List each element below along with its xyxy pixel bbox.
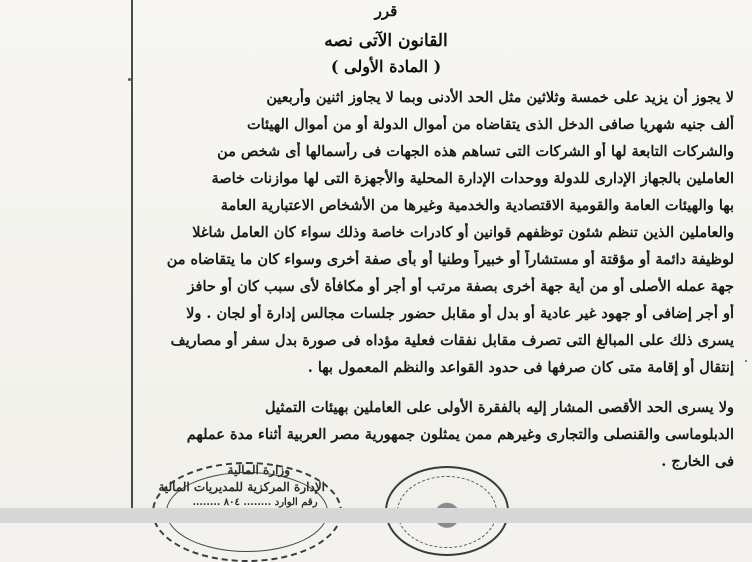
text-line: الدبلوماسى والقنصلى والتجارى وغيرهم ممن يمثلون جمهورية مصر العربية أثناء مدة عملهم: [186, 426, 734, 443]
text-line: يسرى ذلك على المبالغ التى تصرف مقابل نفقات فعلية مؤداه فى صورة بدل سفر أو مصاريف: [170, 332, 734, 349]
scan-bottom-edge: [0, 508, 752, 523]
heading-article: ( المادة الأولى ): [330, 57, 442, 76]
text-line: ولا يسرى الحد الأقصى المشار إليه بالفقرة الأولى على العاملين بهيئات التمثيل: [264, 399, 734, 416]
article-paragraph-2: [94, 398, 734, 479]
stamp-incoming-number: رقم الوارد ........ ٨٠٤ ........: [192, 497, 318, 508]
scan-speck: [128, 78, 131, 81]
text-line: والعاملين الذين تنظم شئون توظفهم قوانين أو كادرات خاصة وذلك سواء كان العامل شاغلا: [192, 224, 734, 241]
article-paragraph-1: [94, 88, 734, 385]
text-line: لا يجوز أن يزيد على خمسة وثلاثين مثل الحد الأدنى وبما لا يجاوز اثنين وأربعين: [266, 89, 734, 106]
text-line: فى الخارج .: [661, 453, 734, 470]
text-line: جهة عمله الأصلى أو من أية جهة أخرى بصفة مرتب أو أجر أو مكافأة لأى سبب كان أو حافز: [187, 278, 734, 295]
scan-speck: [745, 360, 747, 362]
text-line: إنتقال أو إقامة متى كان صرفها فى حدود القواعد والنظم المعمول بها .: [307, 359, 734, 376]
text-line: لوظيفة دائمة أو مؤقتة أو مستشاراً أو خبيراً وطنيا أو بأى صفة أخرى وسواء كان ما يتقاضاه من: [166, 251, 734, 268]
text-line: العاملين بالجهاز الإدارى للدولة ووحدات الإدارة المحلية والأجهزة التى لها موازنات خاصة: [211, 170, 734, 187]
heading-decree: قرر: [374, 2, 398, 20]
stamp-department-label: الإدارة المركزية للمديريات المالية: [158, 480, 325, 494]
text-line: والشركات التابعة لها أو الشركات التى تساهم هذه الجهات فى رأسمالها أى شخص من: [217, 143, 734, 160]
text-line: أو أجر إضافى أو جهود غير عادية أو بدل أو مقابل حضور جلسات مجالس إدارة أو لجان . ولا: [186, 305, 734, 322]
text-line: بها والهيئات العامة والقومية الاقتصادية والخدمية وغيرها من الأشخاص الاعتبارية العامة: [220, 197, 734, 214]
heading-law: القانون الآتى نصه: [324, 31, 448, 51]
text-line: ألف جنيه شهريا صافى الدخل الذى يتقاضاه من أموال الدولة أو من أموال الهيئات: [246, 116, 734, 133]
stamp-ministry-label: وزارة المالية: [227, 463, 290, 477]
